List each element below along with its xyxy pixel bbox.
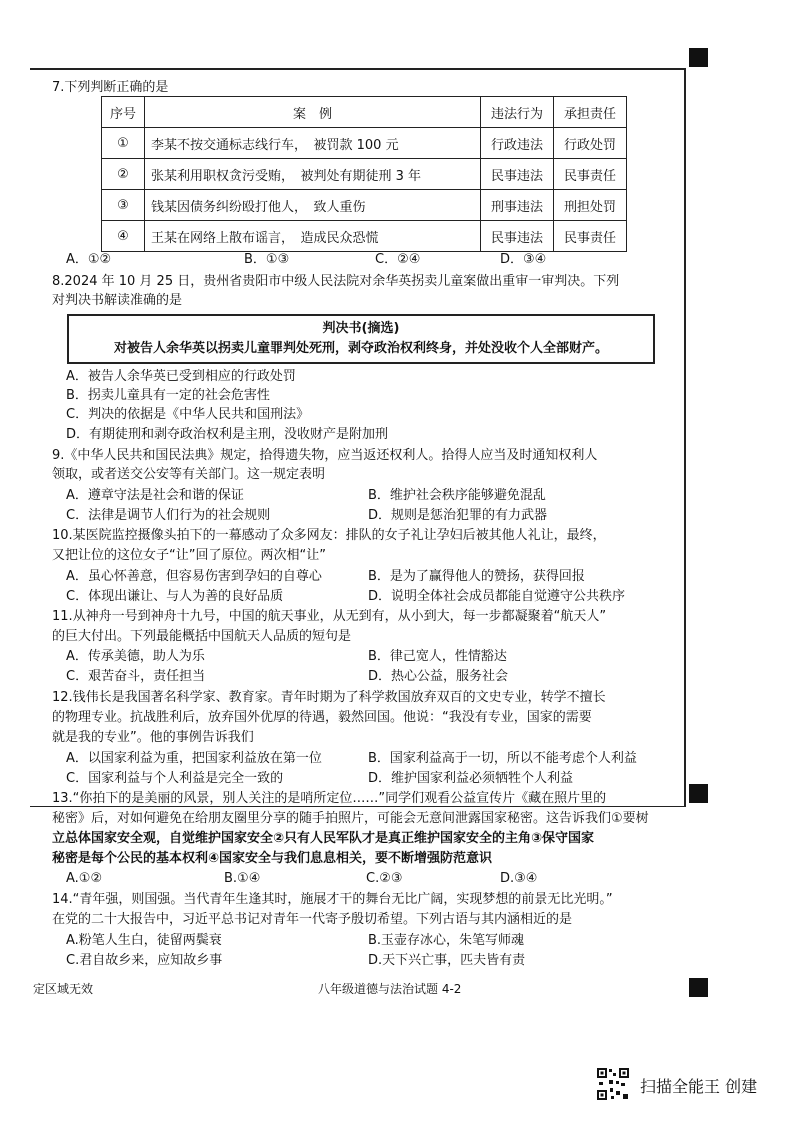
q9-stem-line2: 领取，或者送交公安等有关部门。这一规定表明: [52, 467, 326, 482]
q8-stem-line1: 8.2024 年 10 月 25 日，贵州省贵阳市中级人民法院对余华英拐卖儿童案做出重审一审判决。下列: [52, 274, 620, 289]
q12-stem-line3: 就是我的专业”。他的事例告诉我们: [52, 730, 254, 745]
judgment-excerpt-box: [67, 314, 655, 364]
footer-left-note: 定区域无效: [33, 982, 94, 996]
q9-stem-line1: 9.《中华人民共和国民法典》规定，拾得遗失物，应当返还权利人。拾得人应当及时通知权利人: [52, 448, 598, 463]
q7-option-b: B．①③: [244, 252, 290, 267]
table-row: [102, 221, 627, 252]
q8-stem-line2: 对判决书解读准确的是: [52, 293, 183, 308]
q14-option-b: B.玉壶存冰心，朱笔写师魂: [368, 933, 525, 948]
cell-violation: 民事违法: [481, 159, 554, 190]
q11-option-c: C．艰苦奋斗，责任担当: [66, 669, 206, 684]
q8-option-a: A．被告人余华英已受到相应的行政处罚: [66, 369, 296, 384]
q10-option-d: D．说明全体社会成员都能自觉遵守公共秩序: [368, 589, 626, 604]
cell-index: ④: [102, 221, 145, 252]
cell-liability: 刑担处罚: [554, 190, 627, 221]
cell-violation: 刑事违法: [481, 190, 554, 221]
q13-option-c: C.②③: [366, 871, 403, 886]
cell-violation: 民事违法: [481, 221, 554, 252]
q7-option-a: A．①②: [66, 252, 112, 267]
q10-stem-line1: 10.某医院监控摄像头拍下的一幕感动了众多网友：排队的女子礼让孕妇后被其他人礼让，最终，: [52, 528, 606, 543]
registration-mark-footer: [689, 978, 708, 997]
cell-case: 李某不按交通标志线行车， 被罚款 100 元: [145, 128, 481, 159]
registration-mark-bottom: [689, 784, 708, 803]
q12-option-b: B．国家利益高于一切，所以不能考虑个人利益: [368, 751, 637, 766]
cell-liability: 民事责任: [554, 159, 627, 190]
cell-case: 王某在网络上散布谣言， 造成民众恐慌: [145, 221, 481, 252]
header-violation: 违法行为: [481, 97, 554, 128]
q7-case-table: [101, 96, 627, 252]
cell-index: ③: [102, 190, 145, 221]
q11-option-a: A．传承美德，助人为乐: [66, 649, 205, 664]
q8-option-d: D．有期徒刑和剥夺政治权利是主刑，没收财产是附加刑: [66, 427, 389, 442]
qr-code-icon: [596, 1067, 630, 1101]
q13-stem-line1: 13.“你拍下的是美丽的风景，别人关注的是哨所定位……”同学们观看公益宣传片《藏在照片里的: [52, 791, 607, 806]
footer-page-label: 八年级道德与法治试题 4-2: [318, 982, 462, 996]
q10-option-a: A．虽心怀善意，但容易伤害到孕妇的自尊心: [66, 569, 322, 584]
q11-stem-line1: 11.从神舟一号到神舟十九号，中国的航天事业，从无到有，从小到大，每一步都凝聚着“航天人”: [52, 609, 607, 624]
cell-liability: 行政处罚: [554, 128, 627, 159]
cell-index: ①: [102, 128, 145, 159]
q9-option-d: D．规则是惩治犯罪的有力武器: [368, 508, 548, 523]
q12-option-c: C．国家利益与个人利益是完全一致的: [66, 771, 284, 786]
q8-option-b: B．拐卖儿童具有一定的社会危害性: [66, 388, 270, 403]
header-liability: 承担责任: [554, 97, 627, 128]
cell-case: 钱某因债务纠纷殴打他人， 致人重伤: [145, 190, 481, 221]
q10-stem-line2: 又把让位的这位女子“让”回了原位。两次相“让”: [52, 548, 326, 563]
q7-option-c: C．②④: [375, 252, 421, 267]
q9-option-c: C．法律是调节人们行为的社会规则: [66, 508, 271, 523]
q12-option-a: A．以国家利益为重，把国家利益放在第一位: [66, 751, 322, 766]
scanner-brand-label: 扫描全能王 创建: [640, 1077, 758, 1096]
q7-option-d: D．③④: [500, 252, 547, 267]
table-header-row: [102, 97, 627, 128]
table-row: [102, 128, 627, 159]
q8-option-c: C．判决的依据是《中华人民共和国刑法》: [66, 407, 310, 422]
q14-option-c: C.君自故乡来，应知故乡事: [66, 953, 223, 968]
q12-stem-line1: 12.钱伟长是我国著名科学家、教育家。青年时期为了科学救国放弃双百的文史专业，转学不擅长: [52, 690, 606, 705]
header-index: 序号: [102, 97, 145, 128]
cell-liability: 民事责任: [554, 221, 627, 252]
q11-option-b: B．律己宽人，性情豁达: [368, 649, 507, 664]
judgment-title: 判决书(摘选): [322, 321, 400, 336]
q14-option-a: A.粉笔人生白，徒留两鬓衰: [66, 933, 222, 948]
q14-stem-line2: 在党的二十大报告中，习近平总书记对青年一代寄予殷切希望。下列古语与其内涵相近的是: [52, 912, 573, 927]
cell-index: ②: [102, 159, 145, 190]
page-frame-top: [30, 68, 685, 70]
judgment-text: 对被告人余华英以拐卖儿童罪判处死刑，剥夺政治权利终身，并处没收个人全部财产。: [113, 341, 608, 356]
q13-stem-line2: 秘密》后，对如何避免在给朋友圈里分享的随手拍照片，可能会无意间泄露国家秘密。这告诉我们①要树: [52, 811, 649, 826]
page-frame-right: [684, 68, 686, 806]
q13-option-a: A.①②: [66, 871, 103, 886]
cell-case: 张某利用职权贪污受贿， 被判处有期徒刑 3 年: [145, 159, 481, 190]
q11-stem-line2: 的巨大付出。下列最能概括中国航天人品质的短句是: [52, 629, 352, 644]
q7-stem: 7.下列判断正确的是: [52, 80, 169, 95]
q9-option-a: A．遵章守法是社会和谐的保证: [66, 488, 244, 503]
registration-mark-top: [689, 48, 708, 67]
q12-stem-line2: 的物理专业。抗战胜利后，放弃国外优厚的待遇，毅然回国。他说：“我没有专业，国家的需要: [52, 710, 592, 725]
table-row: [102, 159, 627, 190]
q13-stem-line3: 立总体国家安全观，自觉维护国家安全②只有人民军队才是真正维护国家安全的主角③保守国家: [52, 831, 595, 846]
q13-option-b: B.①④: [224, 871, 261, 886]
header-case: 案 例: [145, 97, 481, 128]
table-row: [102, 190, 627, 221]
q10-option-b: B．是为了赢得他人的赞扬，获得回报: [368, 569, 585, 584]
cell-violation: 行政违法: [481, 128, 554, 159]
q14-option-d: D.天下兴亡事，匹夫皆有责: [368, 953, 526, 968]
q9-option-b: B．维护社会秩序能够避免混乱: [368, 488, 546, 503]
q13-stem-line4: 秘密是每个公民的基本权利④国家安全与我们息息相关，要不断增强防范意识: [52, 851, 493, 866]
q14-stem-line1: 14.“青年强，则国强。当代青年生逢其时，施展才干的舞台无比广阔，实现梦想的前景无比光明。”: [52, 892, 613, 907]
q12-option-d: D．维护国家利益必须牺牲个人利益: [368, 771, 574, 786]
q10-option-c: C．体现出谦让、与人为善的良好品质: [66, 589, 284, 604]
q13-option-d: D.③④: [500, 871, 538, 886]
q11-option-d: D．热心公益，服务社会: [368, 669, 509, 684]
